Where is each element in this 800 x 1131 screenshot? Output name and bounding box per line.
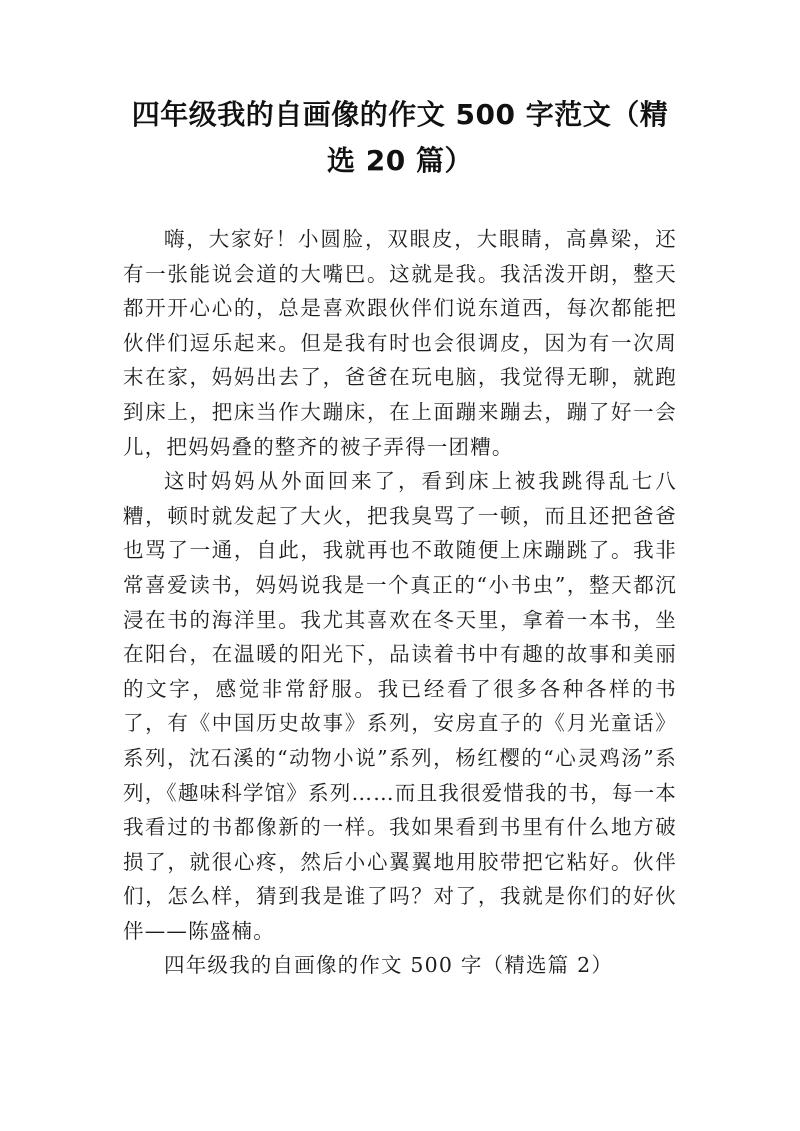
section-subheading: 四年级我的自画像的作文 500 字（精选篇 2） [164,953,614,978]
document-body [123,222,677,983]
document-title: 四年级我的自画像的作文 500 字范文（精选 20 篇） [131,98,669,177]
paragraph-1: 嗨，大家好！小圆脸，双眼皮，大眼睛，高鼻梁，还有一张能说会道的大嘴巴。这就是我。我活泼开朗，整天都开开心心的，总是喜欢跟伙伴们说东道西，每次都能把伙伴们逗乐起来。但是我有时也会很调皮，因为有一次周末在家，妈妈出去了，爸爸在玩电脑，我觉得无聊，就跑到床上，把床当作大蹦床，在上面蹦来蹦去，蹦了好一会儿，把妈妈叠的整齐的被子弄得一团糟。 [123,227,677,459]
paragraph-2: 这时妈妈从外面回来了，看到床上被我跳得乱七八糟，顿时就发起了大火，把我臭骂了一顿，而且还把爸爸也骂了一通，自此，我就再也不敢随便上床蹦跳了。我非常喜爱读书，妈妈说我是一个真正的“小书虫”，整天都沉浸在书的海洋里。我尤其喜欢在冬天里，拿着一本书，坐在阳台，在温暖的阳光下，品读着书中有趣的故事和美丽的文字，感觉非常舒服。我已经看了很多各种各样的书了，有《中国历史故事》系列，安房直子的《月光童话》系列，沈石溪的“动物小说”系列，杨红樱的“心灵鸡汤”系列，《趣味科学馆》系列……而且我很爱惜我的书，每一本我看过的书都像新的一样。我如果看到书里有什么地方破损了，就很心疼，然后小心翼翼地用胶带把它粘好。伙伴们，怎么样，猜到我是谁了吗？对了，我就是你们的好伙伴——陈盛楠。 [123,469,677,943]
